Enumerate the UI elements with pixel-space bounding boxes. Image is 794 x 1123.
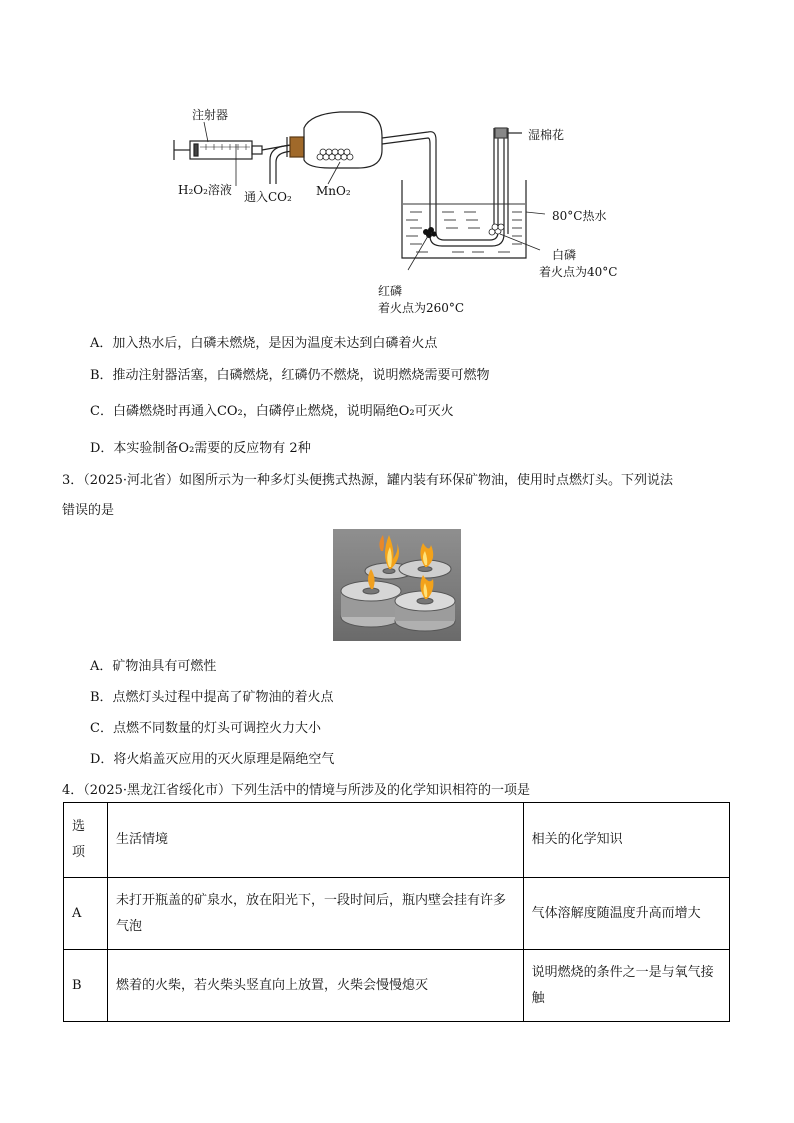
header-scenario-cell: 生活情境 — [107, 803, 523, 878]
q3-option-a: A．矿物油具有可燃性 — [90, 659, 217, 674]
row-scenario-cell: 燃着的火柴，若火柴头竖直向上放置，火柴会慢慢熄灭 — [107, 950, 523, 1022]
row-option-cell: B — [64, 950, 108, 1022]
q3-option-b: B．点燃灯头过程中提高了矿物油的着火点 — [90, 690, 334, 705]
table-row — [64, 878, 730, 950]
q3-option-c: C．点燃不同数量的灯头可调控火力大小 — [90, 721, 321, 736]
q3-option-d: D．将火焰盖灭应用的灭火原理是隔绝空气 — [90, 752, 335, 767]
white-phosphorus-ignition: 着火点为40°C — [539, 265, 618, 279]
table-header-row — [64, 803, 730, 878]
row-knowledge-cell: 说明燃烧的条件之一是与氧气接触 — [523, 950, 729, 1022]
portable-heat-source-photo — [333, 529, 461, 641]
mno2-label: MnO₂ — [316, 184, 351, 198]
white-phosphorus-label: 白磷 — [552, 248, 577, 262]
red-phosphorus-ignition: 着火点为260°C — [378, 301, 465, 315]
cotton-label: 湿棉花 — [528, 128, 565, 142]
white-phosphorus-icon — [489, 224, 504, 235]
q4-stem: 4．（2025·黑龙江省绥化市）下列生活中的情境与所涉及的化学知识相符的一项是 — [62, 783, 530, 798]
q3-stem-line2: 错误的是 — [62, 503, 115, 518]
q3-stem-line1: 3．（2025·河北省）如图所示为一种多灯头便携式热源，罐内装有环保矿物油，使用时点燃灯头。下列说法 — [62, 473, 673, 488]
header-knowledge-cell: 相关的化学知识 — [523, 803, 729, 878]
h2o2-label: H₂O₂溶液 — [178, 183, 232, 197]
header-option-text: 选项 — [72, 819, 86, 860]
row-option-cell: A — [64, 878, 108, 950]
table-row — [64, 950, 730, 1022]
q2-option-b: B．推动注射器活塞，白磷燃烧，红磷仍不燃烧，说明燃烧需要可燃物 — [90, 368, 490, 383]
q2-option-c: C．白磷燃烧时再通入CO₂，白磷停止燃烧，说明隔绝O₂可灭火 — [90, 404, 454, 419]
q2-option-d: D．本实验制备O₂需要的反应物有 2种 — [90, 441, 311, 456]
red-phosphorus-label: 红磷 — [378, 284, 403, 298]
red-phosphorus-icon — [423, 227, 437, 238]
syringe-icon — [174, 140, 290, 160]
hot-water-label: 80°C热水 — [552, 209, 607, 223]
q4-table — [63, 802, 730, 1022]
header-option-cell — [64, 803, 108, 878]
row-scenario-cell: 未打开瓶盖的矿泉水，放在阳光下，一段时间后，瓶内壁会挂有许多气泡 — [107, 878, 523, 950]
syringe-label: 注射器 — [192, 108, 229, 122]
co2-label: 通入CO₂ — [244, 190, 292, 204]
q2-option-a: A．加入热水后，白磷未燃烧，是因为温度未达到白磷着火点 — [90, 336, 438, 351]
row-knowledge-cell: 气体溶解度随温度升高而增大 — [523, 878, 729, 950]
